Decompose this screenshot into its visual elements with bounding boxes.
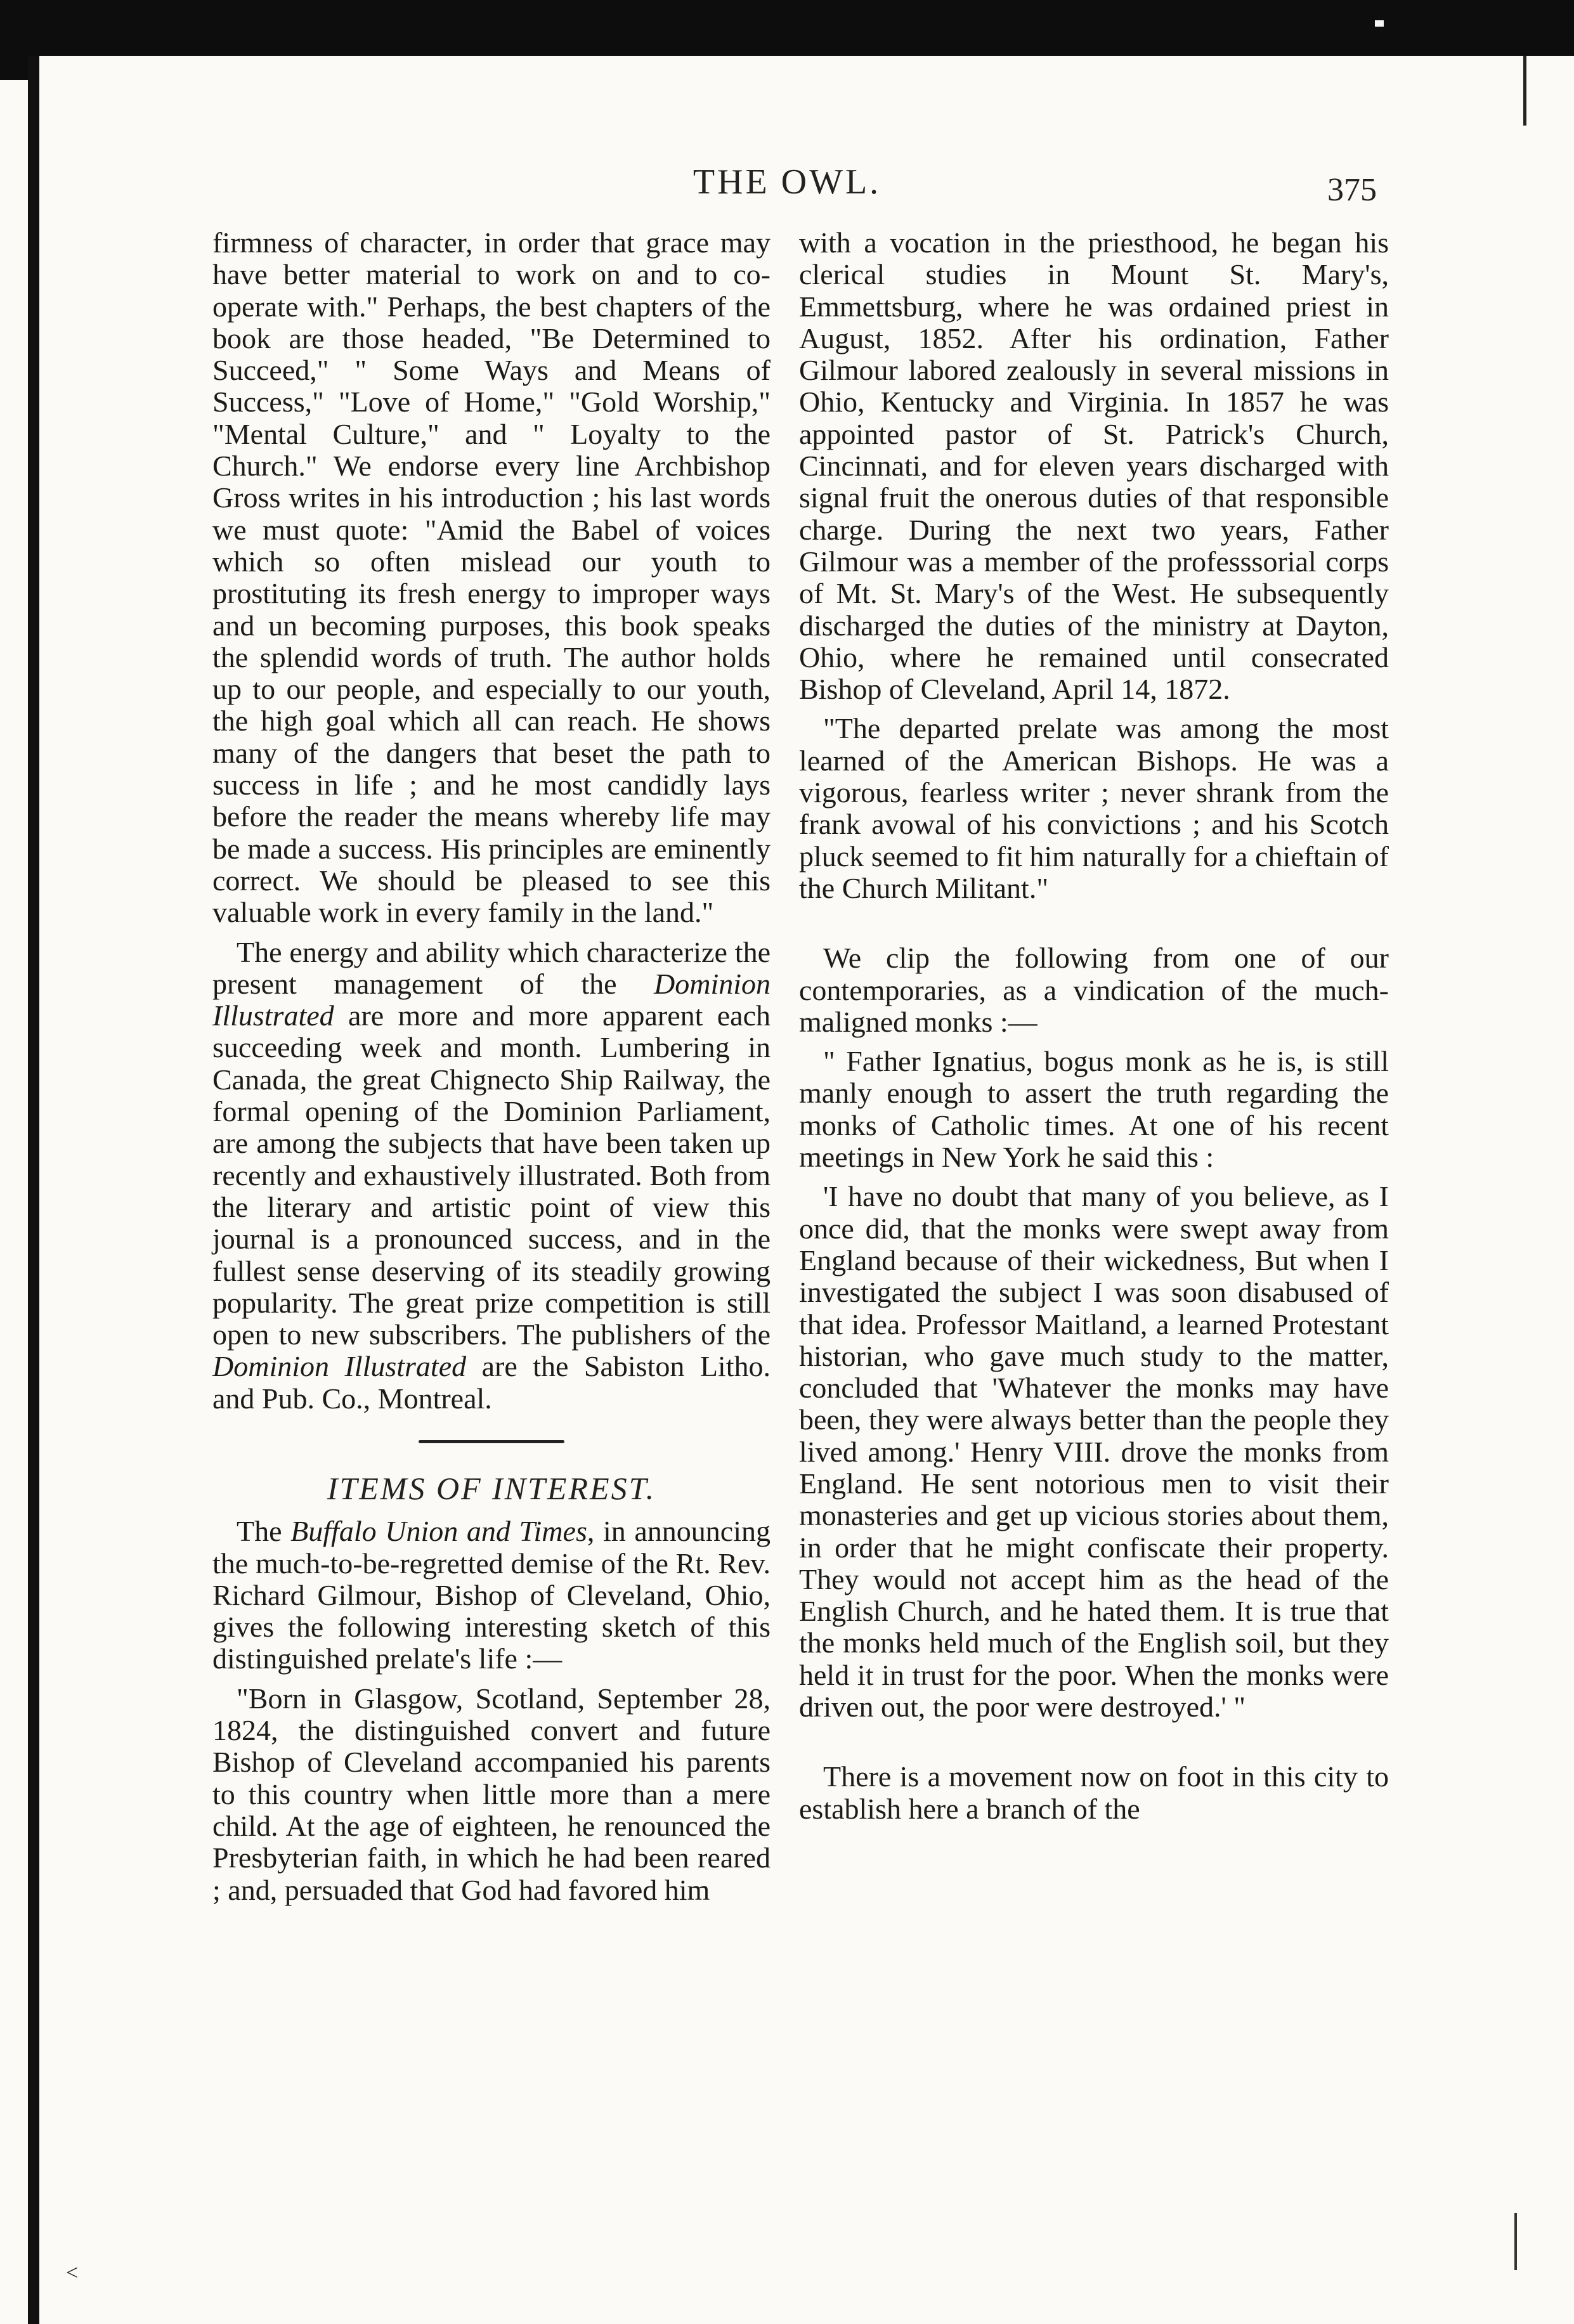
margin-mark: < [66, 2261, 79, 2285]
paragraph-departed-prelate: "The departed prelate was among the most learned of the American Bishops. He was a vigorous, fearless writer ; never shrank from the frank avowal of his convictions ; and his Scotch pluck seemed to fit him naturally for a chieftain of the Church Militant." [799, 712, 1389, 904]
right-column [799, 227, 1389, 1825]
paragraph-father-ignatius: " Father Ignatius, bogus monk as he is, is still manly enough to assert the truth regarding the monks of Catholic times. At one of his recent meetings in New York he said this : [799, 1045, 1389, 1174]
paragraph-book-review: firmness of character, in order that grace may have better material to work on and to co-operate with." Perhaps, the best chapters of the book are those headed, "Be Determined to Succeed," " Some Ways and Means of Success," "Love of Home," "Gold Worship," "Mental Culture," and " Loyalty to the Church." We endorse every line Archbishop Gross writes in his introduction ; his last words we must quote: "Amid the Babel of voices which so often mislead our youth to prostituting its fresh energy to improper ways and un becoming purposes, this book speaks the splendid words of truth. The author holds up to our people, and especially to our youth, the high goal which all can reach. He shows many of the dangers that beset the path to success in life ; and he most candidly lays before the reader the means whereby life may be made a success. His principles are eminently correct. We should be pleased to see this valuable work in every family in the land." [212, 226, 771, 929]
text-run: are the Sabiston Litho. and Pub. Co., Montreal. [212, 1350, 771, 1415]
section-heading: ITEMS OF INTEREST. [327, 1470, 656, 1506]
paragraph-movement: There is a movement now on foot in this city to establish here a branch of the [799, 1760, 1389, 1825]
scan-speck [1375, 20, 1384, 27]
text-run: are more and more apparent each succeeding week and month. Lumbering in Canada, the great Chignecto Ship Railway, the formal opening of the Dominion Parliament, are among the subjects that have been taken up recently and exhaustively illustrated. Both from the literary and artistic point of view this journal is a pronounced success, and in the fullest sense deserving of its steadily growing popularity. The great prize competition is still open to new subscribers. The publishers of the [212, 999, 771, 1351]
text-run: The [237, 1515, 291, 1548]
scan-left-edge [28, 56, 39, 2324]
running-head: THE OWL. [693, 162, 881, 202]
page-number: 375 [1327, 172, 1377, 208]
scan-right-edge-mark [1523, 56, 1526, 126]
scan-top-border [0, 0, 1574, 56]
section-divider [419, 1440, 564, 1443]
paragraph-quotation: 'I have no doubt that many of you believe, as I once did, that the monks were swept away from England because of their wickedness, But when I investigated the subject I was soon disabused of that idea. Professor Maitland, a learned Protestant historian, who gave much study to the matter, concluded that 'Whatever the monks may have been, they were always better than the people they lived among.' Henry VIII. drove the monks from England. He sent notorious men to visit their monasteries and get up vicious stories about them, in order that he might confiscate their property. They would not accept him as the head of the English Church, and he hated them. It is true that the monks held much of the English soil, but they held it in trust for the poor. When the monks were driven out, the poor were destroyed.' " [799, 1180, 1389, 1724]
paragraph-dominion-illustrated [212, 937, 771, 1415]
left-column [212, 227, 771, 1906]
publication-title: Dominion Illustrated [212, 1350, 467, 1383]
text-run: , in announcing the much-to-be-regretted demise of the Rt. Rev. Richard Gilmour, Bishop of Cleveland, Ohio, gives the following interesting sketch of this distinguished prelate's life :— [212, 1515, 771, 1675]
paragraph-biography-continued: with a vocation in the priesthood, he began his clerical studies in Mount St. Mary's, Emmettsburg, where he was ordained priest in August, 1852. After his ordination, Father Gilmour labored zealously in several missions in Ohio, Kentucky and Virginia. In 1857 he was appointed pastor of St. Patrick's Church, Cincinnati, and for eleven years discharged with signal fruit the onerous duties of that responsible charge. During the next two years, Father Gilmour was a member of the professsorial corps of Mt. St. Mary's of the West. He subsequently discharged the duties of the ministry at Dayton, Ohio, where he remained until consecrated Bishop of Cleveland, April 14, 1872. [799, 226, 1389, 706]
publication-title: Dominion Illustrated [212, 967, 771, 1032]
paragraph-monks-intro: We clip the following from one of our contemporaries, as a vindication of the much-maligned monks :— [799, 942, 1389, 1038]
scan-right-edge-bottom [1514, 2213, 1517, 2270]
paragraph-buffalo-union [212, 1516, 771, 1675]
text-run: The energy and ability which characterize the present management of the [212, 935, 771, 1000]
publication-title: Buffalo Union and Times [290, 1515, 587, 1548]
paragraph-biography-start: "Born in Glasgow, Scotland, September 28, 1824, the distinguished convert and future Bishop of Cleveland accompanied his parents to this country when little more than a mere child. At the age of eighteen, he renounced the Presbyterian faith, in which he had been reared ; and, persuaded that God had favored him [212, 1682, 771, 1906]
